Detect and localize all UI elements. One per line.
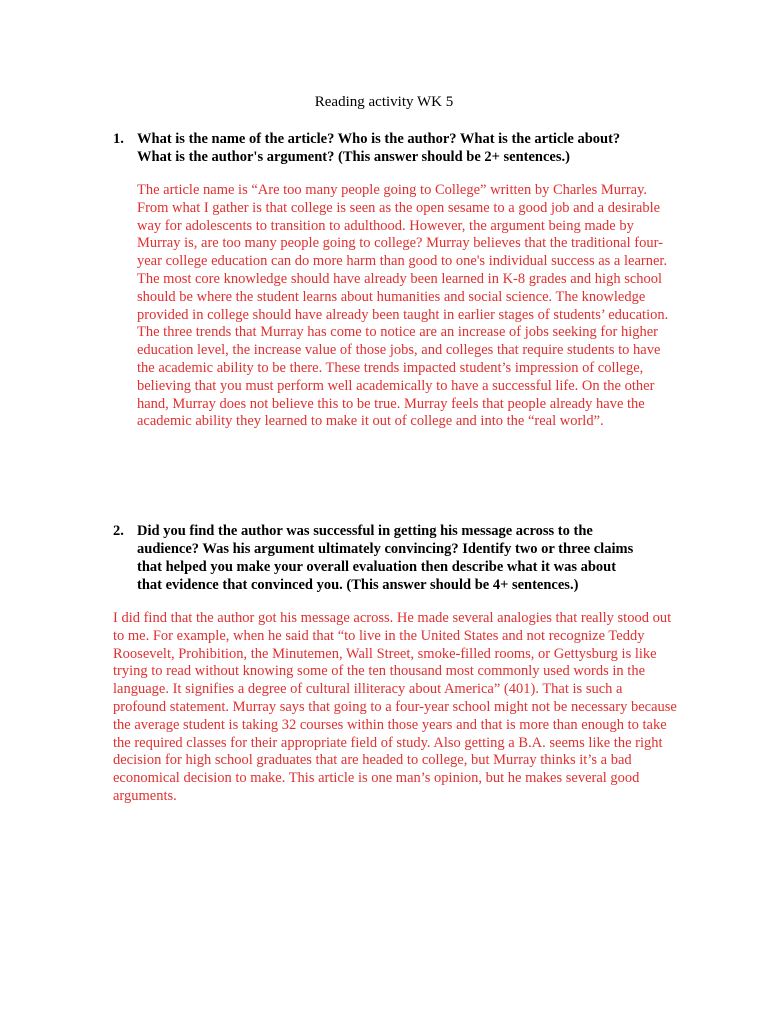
question-2	[113, 522, 643, 594]
question-2-prompt: Did you find the author was successful in getting his message across to the audience? Was his argument ultimately convincing? Identify two or three claims that helped you make your overall evaluation then describe what it was about that evidence that convinced you. (This answer should be 4+ sentences.)	[137, 523, 634, 593]
question-1	[113, 130, 653, 166]
answer-1: The article name is “Are too many people going to College” written by Charles Murray. From what I gather is that college is seen as the open sesame to a good job and a desirable way for adolescents to transition to adulthood. However, the argument being made by Murray is, are too many people going to college? Murray believes that the traditional four-year college education can do more harm than good to one's individual success as a learner. The most core knowledge should have already been learned in K-8 grades and high school should be where the student learns about humanities and social science. The knowledge provided in college should have already been taught in earlier stages of students’ education. The three trends that Murray has come to notice are an increase of jobs seeking for higher education level, the increase value of those jobs, and colleges that require students to have the academic ability to be there. These trends impacted student’s impression of college, believing that you must perform well academically to have a successful life. On the other hand, Murray does not believe this to be true. Murray feels that people already have the academic ability they learned to make it out of college and into the “real world”.	[137, 182, 669, 430]
question-1-prompt: What is the name of the article? Who is the author? What is the article about? What is the author's argument? (This answer should be 2+ sentences.)	[137, 131, 621, 165]
question-2-number: 2.	[113, 523, 124, 539]
answer-2: I did find that the author got his message across. He made several analogies that really stood out to me. For example, when he said that “to live in the United States and not recognize Teddy Roosevelt, Prohibition, the Minutemen, Wall Street, smoke-filled rooms, or Gettysburg is like trying to read without knowing some of the ten thousand most commonly used words in the language. It signifies a degree of cultural illiteracy about America” (401). That is such a profound statement. Murray says that going to a four-year school might not be necessary because the average student is taking 32 courses within those years and that is more than enough to take the required classes for their appropriate field of study. Also getting a B.A. seems like the right decision for high school graduates that are headed to college, but Murray thinks it’s a bad economical decision to make. This article is one man’s opinion, but he makes several good arguments.	[113, 610, 677, 804]
question-1-number: 1.	[113, 131, 124, 147]
page-title: Reading activity WK 5	[314, 94, 454, 110]
